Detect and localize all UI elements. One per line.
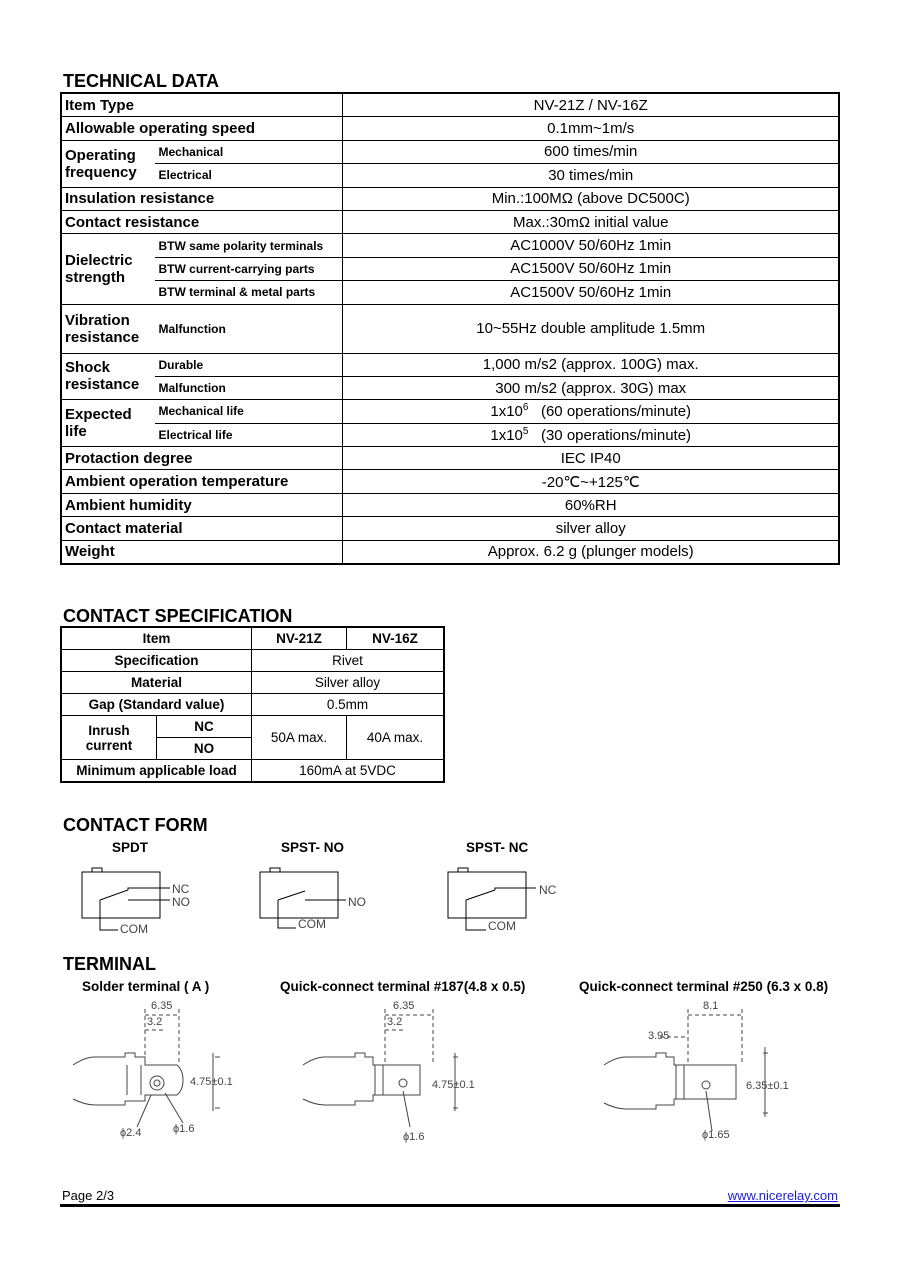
vibration-value: 10~55Hz double amplitude 1.5mm xyxy=(343,304,839,353)
table-row xyxy=(61,93,839,117)
speed-label: Allowable operating speed xyxy=(61,117,343,140)
table-row xyxy=(61,376,839,399)
life-elec-value xyxy=(343,423,839,446)
table-row xyxy=(61,694,444,716)
qc250-dim-thickness: 6.35±0.1 xyxy=(746,1080,789,1092)
solder-dim-thickness: 4.75±0.1 xyxy=(190,1076,233,1088)
contact-resistance-value: Max.:30mΩ initial value xyxy=(343,210,839,233)
shock-malfunction-label: Malfunction xyxy=(155,376,342,399)
life-elec-base: 1x10 xyxy=(490,426,523,444)
table-row xyxy=(61,304,839,353)
table-row xyxy=(61,117,839,140)
qc250-dim-phi: ϕ1.65 xyxy=(702,1129,730,1141)
table-row xyxy=(61,470,839,493)
dielectric-r1-value: AC1000V 50/60Hz 1min xyxy=(343,234,839,257)
spst-nc-nc-text: NC xyxy=(539,883,557,897)
solder-terminal-drawing xyxy=(65,995,265,1145)
contact-resistance-label: Contact resistance xyxy=(61,210,343,233)
dielectric-r2-value: AC1500V 50/60Hz 1min xyxy=(343,257,839,280)
material-label: Contact material xyxy=(61,517,343,540)
table-row xyxy=(61,164,839,187)
table-row xyxy=(61,140,839,163)
qc250-terminal-label: Quick-connect terminal #250 (6.3 x 0.8) xyxy=(579,979,829,994)
spdt-diagram xyxy=(70,860,200,935)
table-row xyxy=(61,187,839,210)
frequency-label: Operating frequency xyxy=(61,140,155,187)
table-row xyxy=(61,281,839,304)
dielectric-r2-label: BTW current-carrying parts xyxy=(155,257,342,280)
solder-dim-phi2: ϕ1.6 xyxy=(173,1123,195,1135)
frequency-elec-label: Electrical xyxy=(155,164,342,187)
cs-nv21z-header: NV-21Z xyxy=(252,627,347,650)
vibration-label: Vibration resistance xyxy=(61,304,155,353)
speed-value: 0.1mm~1m/s xyxy=(343,117,839,140)
life-mech-base: 1x10 xyxy=(490,403,523,421)
contact-spec-heading: CONTACT SPECIFICATION xyxy=(63,606,293,626)
qc187-terminal-label: Quick-connect terminal #187(4.8 x 0.5) xyxy=(280,979,526,994)
shock-durable-value: 1,000 m/s2 (approx. 100G) max. xyxy=(343,353,839,376)
weight-value: Approx. 6.2 g (plunger models) xyxy=(343,540,839,564)
spst-no-no-text: NO xyxy=(348,895,366,909)
shock-label: Shock resistance xyxy=(61,353,155,400)
cs-item-header: Item xyxy=(61,627,252,650)
frequency-mech-label: Mechanical xyxy=(155,140,342,163)
life-mech-label: Mechanical life xyxy=(155,400,342,423)
qc250-dim-width: 8.1 xyxy=(703,1000,719,1012)
cs-min-load-label: Minimum applicable load xyxy=(61,760,252,783)
cs-gap-label: Gap (Standard value) xyxy=(61,694,252,716)
weight-label: Weight xyxy=(61,540,343,564)
cs-material-value: Silver alloy xyxy=(252,672,445,694)
solder-dim-phi1: ϕ2.4 xyxy=(120,1127,142,1139)
spst-no-label: SPST- NO xyxy=(281,840,345,855)
life-label: Expected life xyxy=(61,400,155,447)
qc250-dim-height: 3.95 xyxy=(648,1030,670,1042)
spst-nc-diagram xyxy=(438,860,568,935)
cs-material-label: Material xyxy=(61,672,252,694)
cs-inrush-label: Inrush current xyxy=(61,716,157,760)
qc187-dim-height: 3.2 xyxy=(387,1016,403,1028)
qc250-terminal-drawing xyxy=(600,995,800,1145)
table-row xyxy=(61,210,839,233)
solder-terminal-label: Solder terminal ( A ) xyxy=(82,979,210,994)
dielectric-label: Dielectric strength xyxy=(61,234,155,304)
table-row xyxy=(61,400,839,423)
spst-nc-label: SPST- NC xyxy=(466,840,529,855)
spst-no-com-text: COM xyxy=(298,917,326,931)
life-elec-note: (30 operations/minute) xyxy=(540,426,692,444)
cs-no-label: NO xyxy=(157,738,252,760)
shock-malfunction-value: 300 m/s2 (approx. 30G) max xyxy=(343,376,839,399)
life-mech-exponent: 6 xyxy=(522,402,529,414)
table-row xyxy=(61,517,839,540)
website-link[interactable]: www.nicerelay.com xyxy=(727,1188,838,1203)
material-value: silver alloy xyxy=(343,517,839,540)
contact-form-heading: CONTACT FORM xyxy=(63,815,208,835)
cs-nv16z-header: NV-16Z xyxy=(347,627,445,650)
humidity-label: Ambient humidity xyxy=(61,493,343,516)
protection-label: Protaction degree xyxy=(61,447,343,470)
table-row xyxy=(61,627,444,650)
shock-durable-label: Durable xyxy=(155,353,342,376)
life-elec-label: Electrical life xyxy=(155,423,342,446)
cs-gap-value: 0.5mm xyxy=(252,694,445,716)
dielectric-r3-value: AC1500V 50/60Hz 1min xyxy=(343,281,839,304)
vibration-sub-label: Malfunction xyxy=(155,304,342,353)
insulation-label: Insulation resistance xyxy=(61,187,343,210)
spdt-label: SPDT xyxy=(112,840,149,855)
cs-nc-label: NC xyxy=(157,716,252,738)
spdt-com-text: COM xyxy=(120,922,148,935)
dielectric-r1-label: BTW same polarity terminals xyxy=(155,234,342,257)
humidity-value: 60%RH xyxy=(343,493,839,516)
life-mech-value xyxy=(343,400,839,423)
qc187-dim-phi: ϕ1.6 xyxy=(403,1131,425,1143)
cs-spec-value: Rivet xyxy=(252,650,445,672)
contact-spec-table xyxy=(60,626,445,783)
table-row xyxy=(61,353,839,376)
spst-nc-com-text: COM xyxy=(488,919,516,933)
table-row xyxy=(61,716,444,738)
cs-inrush-21-value: 50A max. xyxy=(252,716,347,760)
table-row xyxy=(61,423,839,446)
protection-value: IEC IP40 xyxy=(343,447,839,470)
cs-inrush-16-value: 40A max. xyxy=(347,716,445,760)
spdt-no-text: NO xyxy=(172,895,190,909)
life-elec-exponent: 5 xyxy=(522,425,529,437)
solder-dim-width: 6.35 xyxy=(151,1000,173,1012)
table-row xyxy=(61,447,839,470)
insulation-value: Min.:100MΩ (above DC500C) xyxy=(343,187,839,210)
qc187-dim-width: 6.35 xyxy=(393,1000,415,1012)
table-row xyxy=(61,650,444,672)
frequency-mech-value: 600 times/min xyxy=(343,140,839,163)
temperature-label: Ambient operation temperature xyxy=(61,470,343,493)
spst-no-diagram xyxy=(250,860,380,935)
dielectric-r3-label: BTW terminal & metal parts xyxy=(155,281,342,304)
solder-dim-height: 3.2 xyxy=(147,1016,163,1028)
life-mech-note: (60 operations/minute) xyxy=(540,403,692,421)
technical-data-heading: TECHNICAL DATA xyxy=(63,71,219,91)
qc187-terminal-drawing xyxy=(295,995,495,1145)
table-row xyxy=(61,540,839,564)
terminal-heading: TERMINAL xyxy=(63,954,156,974)
item-type-label: Item Type xyxy=(61,93,343,117)
technical-data-table xyxy=(60,92,840,565)
frequency-elec-value: 30 times/min xyxy=(343,164,839,187)
spdt-nc-text: NC xyxy=(172,882,190,896)
table-row xyxy=(61,234,839,257)
table-row xyxy=(61,493,839,516)
item-type-value: NV-21Z / NV-16Z xyxy=(343,93,839,117)
cs-spec-label: Specification xyxy=(61,650,252,672)
page-number: Page 2/3 xyxy=(62,1188,115,1203)
table-row xyxy=(61,672,444,694)
qc187-dim-thickness: 4.75±0.1 xyxy=(432,1079,475,1091)
footer-rule xyxy=(60,1204,840,1207)
cs-min-load-value: 160mA at 5VDC xyxy=(252,760,445,783)
temperature-value: -20℃~+125℃ xyxy=(343,470,839,493)
table-row xyxy=(61,760,444,783)
table-row xyxy=(61,257,839,280)
